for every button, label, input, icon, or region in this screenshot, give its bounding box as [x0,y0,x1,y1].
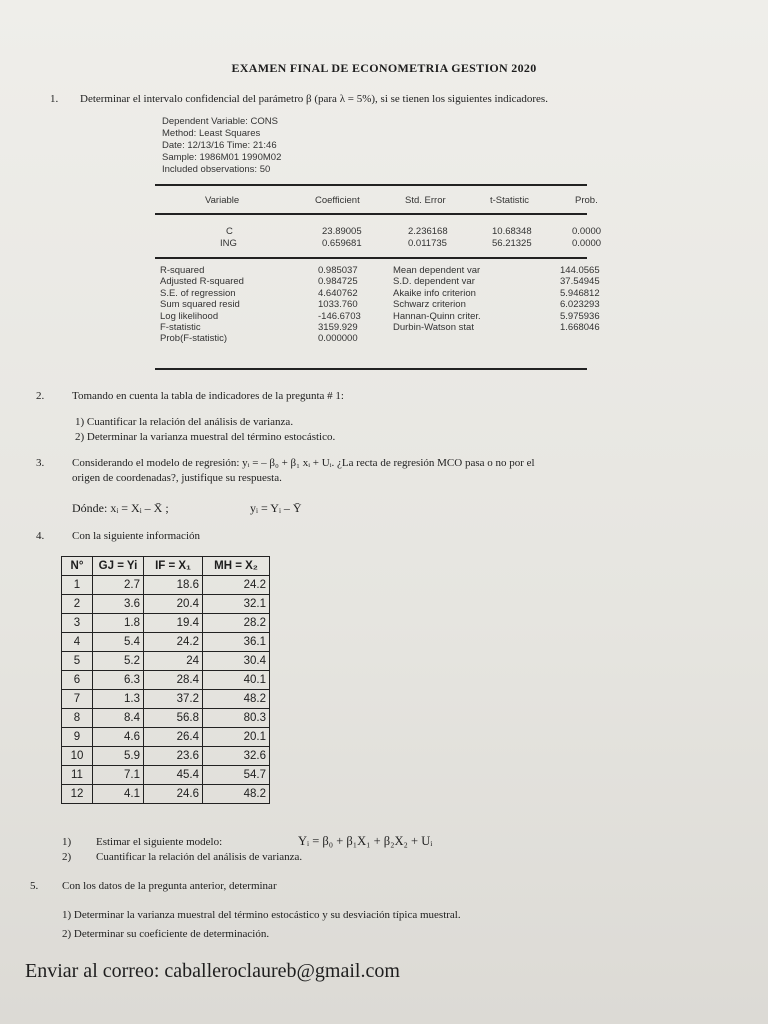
table-cell: 28.2 [203,614,270,633]
table-header: IF = X₁ [144,557,203,576]
q5-item: 1) Determinar la varianza muestral del término estocástico y su desviación típica muestral. [62,909,461,921]
q4-item1-number: 1) [62,836,72,848]
eviews-col-header: Prob. [575,195,598,206]
table-cell: 4.1 [93,785,144,804]
table-header: GJ = Yi [93,557,144,576]
table-cell: 40.1 [203,671,270,690]
eviews-col-header: Variable [205,195,240,206]
q3-where-right: yᵢ = Yᵢ – Ȳ [250,501,302,515]
table-cell: 11 [62,766,93,785]
eviews-cell: C [226,226,233,237]
stat-label: Sum squared resid [160,299,240,311]
eviews-col-header: t-Statistic [490,195,530,206]
q2-item: 2) Determinar la varianza muestral del término estocástico. [75,431,336,443]
stat-label: Adjusted R-squared [160,276,244,288]
eviews-header-line: Included observations: 50 [162,164,271,175]
table-cell: 2.7 [93,576,144,595]
table-cell: 1.3 [93,690,144,709]
eviews-stats-left-labels [160,265,244,345]
table-header: MH = X₂ [203,557,270,576]
eviews-cell: 10.68348 [492,226,532,237]
q3-number: 3. [36,457,45,469]
table-cell: 5 [62,652,93,671]
stat-value: 1033.760 [318,299,358,311]
eviews-cell: ING [220,238,237,249]
table-cell: 32.1 [203,595,270,614]
data-table [61,556,270,804]
q5-text: Con los datos de la pregunta anterior, determinar [62,880,277,892]
q3-line1: Considerando el modelo de regresión: yᵢ = – β₀ + β₁ xᵢ + Uᵢ. ¿La recta de regresión MCO pasa o no por el [72,457,535,469]
stat-value: 0.000000 [318,333,358,345]
table-cell: 37.2 [144,690,203,709]
table-cell: 36.1 [203,633,270,652]
table-row [62,614,270,633]
eviews-cell: 0.0000 [572,226,602,237]
table-cell: 48.2 [203,690,270,709]
stat-label: Schwarz criterion [393,299,466,311]
table-cell: 1.8 [93,614,144,633]
table-row [62,595,270,614]
eviews-col-header: Std. Error [405,195,446,206]
eviews-col-header: Coefficient [315,195,360,206]
eviews-stats-right-values [560,265,600,333]
table-cell: 45.4 [144,766,203,785]
stat-value: 5.946812 [560,287,600,299]
table-cell: 48.2 [203,785,270,804]
eviews-rule [155,257,587,259]
q1-number: 1. [50,93,59,105]
q4-item2-number: 2) [62,851,72,863]
table-header: N° [62,557,93,576]
stat-value: 144.0565 [560,265,600,276]
q1-text: Determinar el intervalo confidencial del parámetro β (para λ = 5%), si se tienen los siguientes indicadores. [80,93,548,105]
table-row [62,709,270,728]
stat-value: 37.54945 [560,276,600,288]
table-row [62,690,270,709]
table-cell: 80.3 [203,709,270,728]
stat-value: 3159.929 [318,322,358,334]
q4-text: Con la siguiente información [72,530,200,542]
table-row [62,728,270,747]
table-cell: 3 [62,614,93,633]
eviews-cell: 2.236168 [408,226,448,237]
exam-title: EXAMEN FINAL DE ECONOMETRIA GESTION 2020 [231,61,537,75]
email-instruction: Enviar al correo: caballeroclaureb@gmail.com [25,960,400,982]
eviews-cell: 0.0000 [572,238,602,249]
table-cell: 26.4 [144,728,203,747]
table-cell: 19.4 [144,614,203,633]
q2-text: Tomando en cuenta la tabla de indicadores de la pregunta # 1: [72,390,344,402]
eviews-header-line: Dependent Variable: CONS [162,116,278,127]
eviews-cell: 56.21325 [492,238,532,249]
table-cell: 30.4 [203,652,270,671]
table-cell: 8.4 [93,709,144,728]
table-row [62,652,270,671]
table-cell: 1 [62,576,93,595]
stat-value: 1.668046 [560,322,600,334]
table-cell: 2 [62,595,93,614]
stat-label: F-statistic [160,322,201,334]
table-cell: 24.6 [144,785,203,804]
table-cell: 24 [144,652,203,671]
stat-value: 0.984725 [318,276,358,288]
table-cell: 54.7 [203,766,270,785]
table-cell: 56.8 [144,709,203,728]
eviews-cell: 0.011735 [408,238,447,249]
eviews-stats-left-values [318,265,361,345]
eviews-rule [155,368,587,370]
stat-value: -146.6703 [318,310,361,322]
table-cell: 6 [62,671,93,690]
eviews-cell: 23.89005 [322,226,362,237]
stat-label: Prob(F-statistic) [160,333,228,345]
table-row [62,766,270,785]
table-row [62,671,270,690]
table-row [62,785,270,804]
stat-label: Akaike info criterion [393,287,476,299]
stat-label: R-squared [160,265,205,276]
table-cell: 32.6 [203,747,270,766]
stat-label: S.E. of regression [160,287,236,299]
stat-value: 5.975936 [560,310,600,322]
table-cell: 5.2 [93,652,144,671]
table-cell: 20.1 [203,728,270,747]
stat-label: S.D. dependent var [393,276,475,288]
stat-value: 4.640762 [318,287,358,299]
table-cell: 10 [62,747,93,766]
eviews-rule [155,213,587,215]
q3-where-left: Dónde: xᵢ = Xᵢ – X̄ ; [72,501,169,515]
table-cell: 5.4 [93,633,144,652]
eviews-header-line: Method: Least Squares [162,128,261,139]
stat-label: Durbin-Watson stat [393,322,474,334]
table-cell: 23.6 [144,747,203,766]
table-header-row [62,557,270,576]
table-cell: 24.2 [144,633,203,652]
table-cell: 12 [62,785,93,804]
q2-number: 2. [36,390,45,402]
stat-label: Hannan-Quinn criter. [393,310,481,322]
eviews-rule [155,184,587,186]
table-cell: 3.6 [93,595,144,614]
table-cell: 8 [62,709,93,728]
table-cell: 24.2 [203,576,270,595]
table-cell: 28.4 [144,671,203,690]
eviews-header-line: Date: 12/13/16 Time: 21:46 [162,140,277,151]
stat-label: Mean dependent var [393,265,481,276]
table-cell: 20.4 [144,595,203,614]
table-cell: 7 [62,690,93,709]
table-cell: 18.6 [144,576,203,595]
stat-value: 6.023293 [560,299,600,311]
q5-number: 5. [30,880,39,892]
eviews-header-line: Sample: 1986M01 1990M02 [162,152,282,163]
table-row [62,576,270,595]
eviews-stats-right-labels [393,265,481,333]
stat-value: 0.985037 [318,265,358,276]
table-cell: 4 [62,633,93,652]
table-cell: 9 [62,728,93,747]
eviews-cell: 0.659681 [322,238,362,249]
q4-number: 4. [36,530,45,542]
table-row [62,747,270,766]
stat-label: Log likelihood [160,310,219,322]
q2-item: 1) Cuantificar la relación del análisis de varianza. [75,416,294,428]
q4-item2-text: Cuantificar la relación del análisis de varianza. [96,851,303,863]
table-row [62,633,270,652]
q3-line2: origen de coordenadas?, justifique su respuesta. [72,472,282,484]
table-cell: 4.6 [93,728,144,747]
q5-item: 2) Determinar su coeficiente de determinación. [62,928,270,940]
q4-item1-text: Estimar el siguiente modelo: [96,836,223,848]
q4-item1-formula: Yᵢ = β₀ + β₁X₁ + β₂X₂ + Uᵢ [298,834,433,848]
table-cell: 5.9 [93,747,144,766]
table-cell: 6.3 [93,671,144,690]
table-cell: 7.1 [93,766,144,785]
